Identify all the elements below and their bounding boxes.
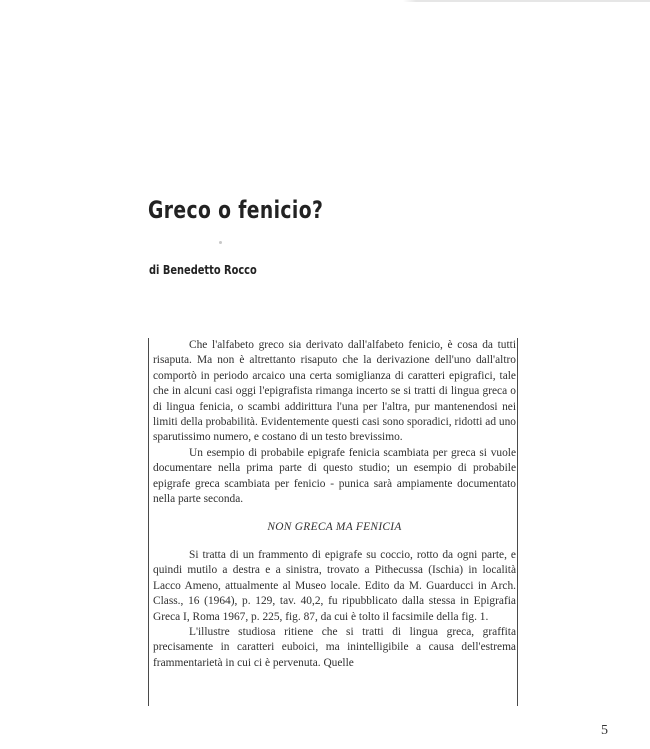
article-body-frame	[148, 338, 518, 706]
top-scan-edge	[0, 0, 650, 2]
paragraph-plan: Un esempio di probabile epigrafe fenicia scambiata per greca si vuole documentare nella prima parte di questo studio; un esempio di probabile epigrafe greca scambiata per fenicio - punica sarà ampiamente documentato nella parte seconda.	[153, 446, 516, 506]
paragraph-intro: Che l'alfabeto greco sia derivato dall'alfabeto fenicio, è cosa da tutti risaputa. Ma non è altrettanto risaputo che la derivazione dell'uno dall'altro comportò in periodo arcaico una certa somiglianza di caratteri epigrafici, tale che in alcuni casi oggi l'epigrafista rimanga incerto se si tratti di lingua greca o di lingua fenicia, o scambi addirittura l'una per l'altra, pur mantenendosi nei limiti della probabilità. Evidentemente questi casi sono sporadici, ridotti ad uno sparutissimo numero, e costano di un testo brevissimo.	[153, 339, 516, 444]
section-heading: NON GRECA MA FENICIA	[267, 521, 402, 534]
article-author: di Benedetto Rocco	[149, 263, 257, 277]
article-title: Greco o fenicio?	[148, 196, 324, 224]
article-body	[153, 338, 516, 671]
stray-dot	[219, 241, 222, 244]
paragraph-fragment: Si tratta di un frammento di epigrafe su coccio, rotto da ogni parte, e quindi mutilo a destra e a sinistra, trovato a Pithecussa (Ischia) in località Lacco Ameno, attualmente al Museo locale. Edito da M. Guarducci in Arch. Class., 16 (1964), p. 129, tav. 40,2, fu ripubblicato dalla stessa in Epigrafia Greca I, Roma 1967, p. 225, fig. 87, da cui è tolto il facsimile della fig. 1.	[153, 548, 516, 623]
paragraph-scholar: L'illustre studiosa ritiene che si tratti di lingua greca, graffita precisamente in caratteri euboici, ma inintelligibile a causa dell'estrema frammentarietà in cui ci è pervenuta. Quelle	[153, 625, 516, 669]
page-number: 5	[601, 723, 608, 738]
